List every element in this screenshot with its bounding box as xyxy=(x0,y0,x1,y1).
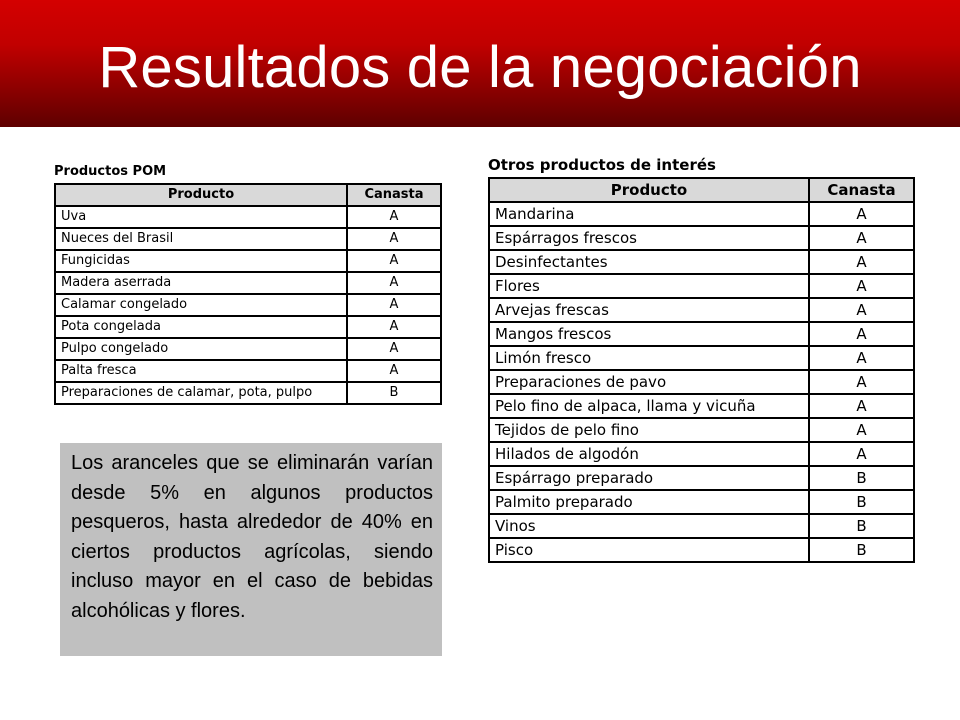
tariff-note-box: Los aranceles que se eliminarán varían desde 5% en algunos productos pesqueros, hasta alrededor de 40% en ciertos productos agrícolas, siendo incluso mayor en el caso de bebidas alcohólicas y flores. xyxy=(60,443,442,656)
table-row xyxy=(489,250,914,274)
title-banner xyxy=(0,0,960,127)
product-cell: Fungicidas xyxy=(55,250,347,272)
pom-products-table-block xyxy=(54,161,442,405)
basket-cell: A xyxy=(347,206,441,228)
product-cell: Pota congelada xyxy=(55,316,347,338)
product-cell: Palmito preparado xyxy=(489,490,809,514)
basket-cell: A xyxy=(809,394,914,418)
basket-cell: B xyxy=(347,382,441,404)
basket-cell: A xyxy=(809,418,914,442)
product-cell: Palta fresca xyxy=(55,360,347,382)
product-cell: Espárragos frescos xyxy=(489,226,809,250)
basket-cell: A xyxy=(809,226,914,250)
basket-cell: A xyxy=(809,322,914,346)
table-row xyxy=(489,466,914,490)
product-cell: Tejidos de pelo fino xyxy=(489,418,809,442)
basket-cell: A xyxy=(347,360,441,382)
basket-cell: A xyxy=(809,298,914,322)
table-header-row xyxy=(489,178,914,202)
pom-table-body xyxy=(55,206,441,404)
table-row xyxy=(489,346,914,370)
table-row xyxy=(489,274,914,298)
basket-cell: A xyxy=(347,294,441,316)
basket-cell: A xyxy=(347,316,441,338)
product-cell: Preparaciones de calamar, pota, pulpo xyxy=(55,382,347,404)
product-cell: Uva xyxy=(55,206,347,228)
table-row xyxy=(489,202,914,226)
table-row xyxy=(489,370,914,394)
product-cell: Madera aserrada xyxy=(55,272,347,294)
basket-cell: A xyxy=(347,250,441,272)
product-cell: Mandarina xyxy=(489,202,809,226)
basket-cell: B xyxy=(809,514,914,538)
table-row xyxy=(489,442,914,466)
product-cell: Mangos frescos xyxy=(489,322,809,346)
table-row xyxy=(489,418,914,442)
product-cell: Limón fresco xyxy=(489,346,809,370)
product-cell: Preparaciones de pavo xyxy=(489,370,809,394)
table-row xyxy=(55,338,441,360)
basket-cell: B xyxy=(809,490,914,514)
basket-cell: A xyxy=(347,272,441,294)
basket-cell: B xyxy=(809,538,914,562)
column-header-canasta: Canasta xyxy=(347,184,441,206)
product-cell: Espárrago preparado xyxy=(489,466,809,490)
basket-cell: A xyxy=(809,370,914,394)
table-row xyxy=(55,360,441,382)
product-cell: Nueces del Brasil xyxy=(55,228,347,250)
table-row xyxy=(489,490,914,514)
table-row xyxy=(55,382,441,404)
basket-cell: A xyxy=(809,274,914,298)
table-row xyxy=(55,206,441,228)
column-header-producto: Producto xyxy=(55,184,347,206)
other-table-body xyxy=(489,202,914,562)
table-row xyxy=(489,322,914,346)
product-cell: Arvejas frescas xyxy=(489,298,809,322)
pom-products-table xyxy=(54,183,442,405)
table-row xyxy=(55,250,441,272)
product-cell: Pelo fino de alpaca, llama y vicuña xyxy=(489,394,809,418)
product-cell: Calamar congelado xyxy=(55,294,347,316)
table-row xyxy=(489,394,914,418)
table-row xyxy=(55,272,441,294)
column-header-producto: Producto xyxy=(489,178,809,202)
table-row xyxy=(489,226,914,250)
basket-cell: A xyxy=(809,442,914,466)
product-cell: Flores xyxy=(489,274,809,298)
other-table-caption: Otros productos de interés xyxy=(488,156,716,174)
basket-cell: A xyxy=(809,250,914,274)
table-header-row xyxy=(55,184,441,206)
table-row xyxy=(489,514,914,538)
other-products-table xyxy=(488,177,915,563)
table-row xyxy=(55,228,441,250)
table-row xyxy=(55,316,441,338)
column-header-canasta: Canasta xyxy=(809,178,914,202)
product-cell: Pisco xyxy=(489,538,809,562)
product-cell: Desinfectantes xyxy=(489,250,809,274)
basket-cell: A xyxy=(809,202,914,226)
product-cell: Pulpo congelado xyxy=(55,338,347,360)
basket-cell: A xyxy=(347,228,441,250)
slide-title: Resultados de la negociación xyxy=(98,35,862,100)
basket-cell: A xyxy=(347,338,441,360)
product-cell: Hilados de algodón xyxy=(489,442,809,466)
table-row xyxy=(489,298,914,322)
table-row xyxy=(55,294,441,316)
product-cell: Vinos xyxy=(489,514,809,538)
basket-cell: B xyxy=(809,466,914,490)
pom-table-caption: Productos POM xyxy=(54,164,167,179)
table-row xyxy=(489,538,914,562)
basket-cell: A xyxy=(809,346,914,370)
other-products-table-block xyxy=(488,153,915,563)
